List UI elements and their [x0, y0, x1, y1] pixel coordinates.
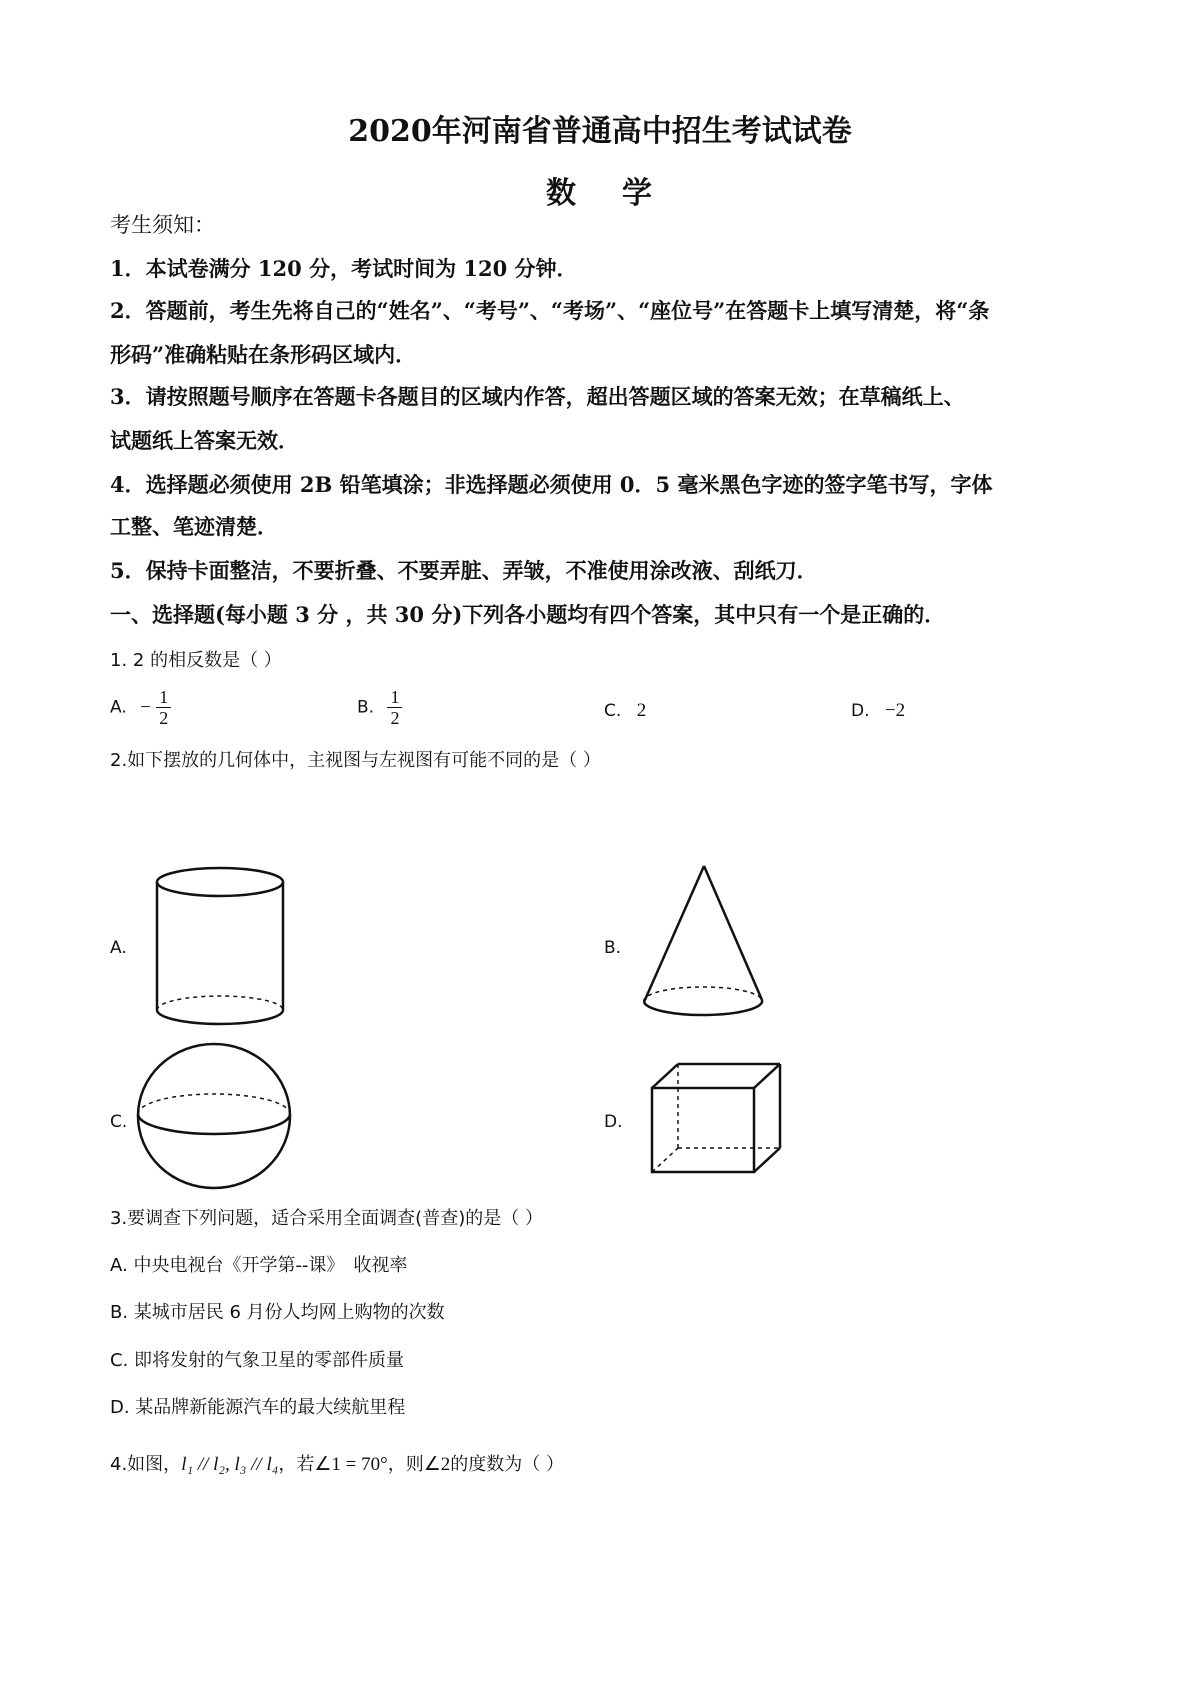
- subject-char-2: 学: [622, 176, 654, 211]
- subject-char-1: 数: [546, 176, 578, 211]
- q1-option-c: C. 2: [604, 700, 647, 721]
- q1-option-a: A. − $\frac{1}{2}$: [110, 687, 171, 728]
- notice-item-3: 3．请按照题号顺序在答题卡各题目的区域内作答，超出答题区域的答案无效；在草稿纸上、: [110, 384, 965, 409]
- q3-option-a: A. 中央电视台《开学第--课》 收视率: [110, 1255, 408, 1276]
- cone-figure: [638, 862, 768, 1022]
- question-2-stem: 2.如下摆放的几何体中，主视图与左视图有可能不同的是（ ）: [110, 750, 601, 771]
- q4-parallel-condition: l₁ // l₂, l₃ // l₄: [181, 1454, 279, 1475]
- q2-option-d-label: D.: [604, 1112, 623, 1132]
- q2-option-c-label: C.: [110, 1112, 128, 1132]
- q1-option-b: B. $\frac{1}{2}$: [357, 687, 402, 728]
- q4-angle-asked: ∠2: [423, 1454, 451, 1475]
- q3-option-d: D. 某品牌新能源汽车的最大续航里程: [110, 1397, 406, 1418]
- q2-option-a-label: A.: [110, 938, 127, 958]
- question-1-stem: 1. 2 的相反数是（ ）: [110, 650, 282, 671]
- notice-item-4-cont: 工整、笔迹清楚．: [110, 514, 278, 539]
- notice-item-3-cont: 试题纸上答案无效．: [110, 428, 299, 453]
- subject-title: [0, 168, 1200, 212]
- notice-heading: 考生须知：: [110, 213, 215, 237]
- notice-item-4: 4．选择题必须使用 2B 铅笔填涂；非选择题必须使用 0．5 毫米黑色字迹的签字笔书写，字体: [110, 472, 993, 497]
- q3-option-c: C. 即将发射的气象卫星的零部件质量: [110, 1350, 405, 1371]
- notice-item-2-cont: 形码”准确粘贴在条形码区域内．: [110, 342, 417, 367]
- exam-title: 2020年河南省普通高中招生考试试卷: [348, 114, 852, 149]
- question-4-stem: 4.如图，l₁ // l₂, l₃ // l₄，若∠1 = 70°，则∠2的度数为（ ）: [110, 1454, 564, 1475]
- notice-item-5: 5．保持卡面整洁，不要折叠、不要弄脏、弄皱，不准使用涂改液、刮纸刀．: [110, 558, 818, 583]
- q1-a-sign: −: [140, 696, 151, 718]
- sphere-figure: [134, 1040, 294, 1192]
- cuboid-figure: [648, 1060, 788, 1178]
- q1-a-fraction: $\frac{1}{2}$: [156, 687, 171, 728]
- section-heading: 一、选择题(每小题 3 分 ，共 30 分)下列各小题均有四个答案，其中只有一个是正确的．: [110, 602, 946, 627]
- q3-option-b: B. 某城市居民 6 月份人均网上购物的次数: [110, 1302, 445, 1323]
- notice-item-1: 1．本试卷满分 120 分，考试时间为 120 分钟．: [110, 256, 578, 281]
- notice-item-2: 2．答题前，考生先将自己的“姓名”、“考号”、“考场”、“座位号”在答题卡上填写清楚，将“条: [110, 298, 990, 323]
- q1-b-fraction: $\frac{1}{2}$: [387, 687, 402, 728]
- question-3-stem: 3.要调查下列问题，适合采用全面调查(普查)的是（ ）: [110, 1208, 543, 1229]
- q4-angle-condition: ∠1 = 70°: [314, 1454, 388, 1475]
- q2-option-b-label: B.: [604, 938, 622, 958]
- cylinder-figure: [150, 862, 290, 1028]
- q1-option-d: D. −2: [851, 700, 906, 721]
